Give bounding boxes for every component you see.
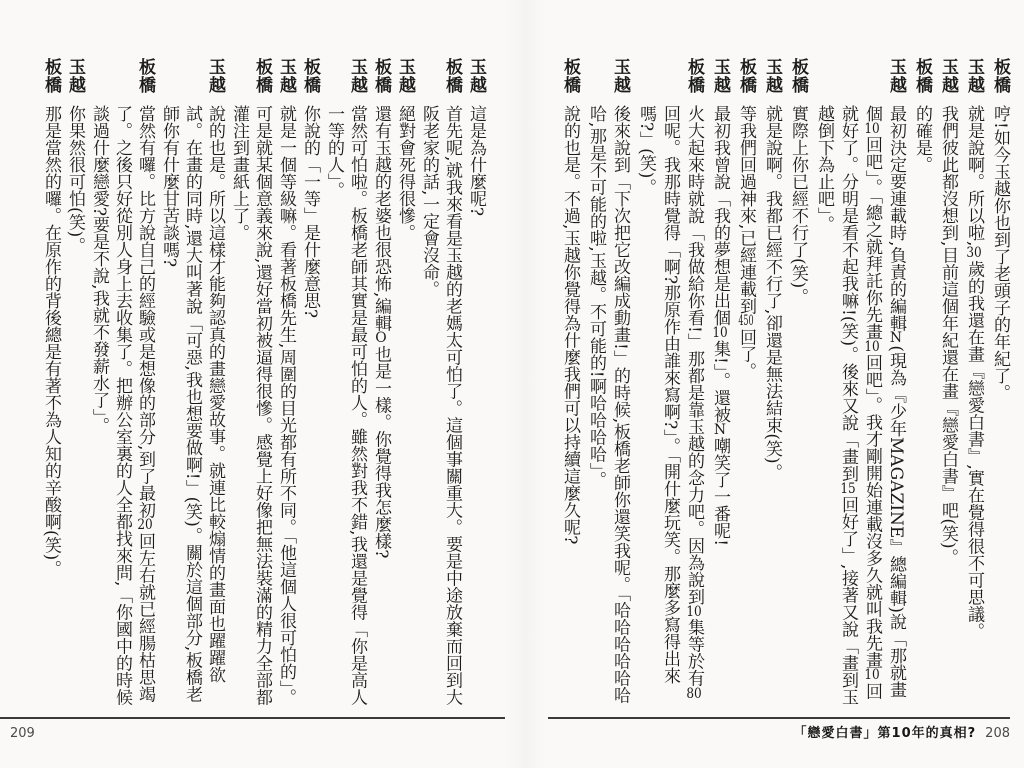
speaker-name: 玉越 [347, 58, 367, 94]
page-gutter [505, 0, 545, 768]
dialogue-entry [369, 58, 392, 713]
speech-text: 等我們回過神來,已經連載到450回了。 [736, 105, 756, 380]
dialogue-entry [87, 58, 156, 713]
speaker-name: 板橋 [300, 58, 320, 94]
dialogue-flow-left [38, 58, 487, 713]
dialogue-entry [734, 58, 758, 713]
dialogue-entry [584, 58, 632, 713]
dialogue-entry [962, 58, 986, 713]
speech-text: 你說的「一等」是什麼意思? [300, 105, 320, 319]
speaker-name: 板橋 [684, 58, 704, 94]
speaker-name: 板橋 [560, 58, 580, 94]
speech-text: 後來說到「下次把它改編成動畫!」的時候,板橋老師你還笑我呢。「哈哈哈哈哈哈哈,那是不可能的啦,玉越。不可能的!啊哈哈哈哈」。 [586, 105, 630, 704]
page-number-left: 209 [10, 726, 35, 741]
dialogue-entry [227, 58, 273, 713]
dialogue-entry [988, 58, 1012, 713]
dialogue-entry [274, 58, 297, 713]
dialogue-entry [812, 58, 908, 713]
speech-text: 我們彼此都沒想到,目前這個年紀還在畫『戀愛白書』吧(笑)。 [938, 105, 958, 566]
speech-text: 就是一個等級嘛。看著板橋先生,周圍的目光都有所不同。「他這個人很可怕的」。 [276, 105, 296, 706]
dialogue-entry [786, 58, 810, 713]
speaker-name: 玉越 [276, 58, 296, 94]
dialogue-entry [910, 58, 934, 713]
speaker-name: 板橋 [252, 58, 272, 94]
speech-text: 實際上你已經不行了(笑)。 [788, 105, 808, 306]
speech-text: 就是說啊。我都已經不行了,卻還是無法結束(笑)。 [762, 105, 782, 481]
dialogue-entry [39, 58, 62, 713]
speaker-name: 玉越 [886, 58, 906, 94]
dialogue-entry [464, 58, 487, 713]
dialogue-entry [760, 58, 784, 713]
dialogue-entry [936, 58, 960, 713]
speaker-name: 玉越 [710, 58, 730, 94]
speech-text: 當然有囉。比方說自己的經驗或是想像的部分,到了最初20回左右就已經腸枯思竭了。之後只好從別人身上去收集了。把辦公室裏的人全都找來問,「你國中的時候談過什麼戀愛?要是不說,我就不發薪水了」。 [89, 105, 155, 706]
dialogue-entry [63, 58, 86, 713]
speaker-name: 板橋 [788, 58, 808, 94]
speaker-name: 板橋 [736, 58, 756, 94]
speaker-name: 板橋 [912, 58, 932, 94]
speech-text: 絕對會死得很慘。 [395, 105, 415, 241]
speech-text: 那是當然的囉。在原作的背後總是有著不為人知的辛酸啊(笑)。 [41, 105, 61, 578]
dialogue-entry [298, 58, 321, 713]
speech-text: 就是說啊。所以啦,30歲的我還在畫『戀愛白書』,實在覺得很不可思議。 [964, 105, 984, 640]
speaker-name: 板橋 [990, 58, 1010, 94]
right-page-footer [548, 717, 1010, 742]
dialogue-entry [417, 58, 463, 713]
dialogue-entry [708, 58, 732, 713]
speaker-name: 板橋 [442, 58, 462, 94]
speech-text: 首先呢,就我來看是玉越的老媽太可怕了。這個事關重大。要是中途放棄而回到大阪老家的話,一定會沒命。 [419, 105, 462, 706]
speaker-name: 板橋 [371, 58, 391, 94]
dialogue-flow-right [556, 58, 1012, 713]
speech-text: 這是為什麼呢? [466, 105, 486, 217]
speech-text: 當然可怕啦。板橋老師其實是最可怕的人。雖然對我不錯,我還是覺得「你是高人一等的人」。 [324, 105, 367, 706]
dialogue-entry [634, 58, 706, 713]
dialogue-entry [157, 58, 226, 713]
running-title: 「戀愛白書」第10年的真相? [793, 726, 977, 741]
speech-text: 最初我曾說「我的夢想是出個10集!」。還被N嘲笑了一番呢! [710, 105, 730, 547]
speech-text: 可是就某個意義來說,還好當初被逼得很慘。感覺上好像把無法裝滿的精力全部都灌注到畫紙上了。 [229, 105, 272, 706]
speech-text: 哼!如今玉越你也到了老頭子的年紀了。 [990, 105, 1010, 401]
speaker-name: 玉越 [65, 58, 85, 94]
speaker-name: 玉越 [395, 58, 415, 94]
page-number-right: 208 [985, 726, 1010, 741]
dialogue-entry [558, 58, 582, 713]
speaker-name: 玉越 [938, 58, 958, 94]
dialogue-entry [393, 58, 416, 713]
speech-text: 最初決定要連載時,負責的編輯N(現為『少年MAGAZINE』總編輯)說「那就畫個10回吧」。「總之就拜託你先畫10回吧」。我才剛開始連載沒多久就叫我先畫10回就好了。分明是看不起我嘛!(笑)。後來又說「畫到15回好了」,接著又說「畫到玉越倒下為止吧」。 [814, 105, 906, 706]
speaker-name: 板橋 [41, 58, 61, 94]
speaker-name: 玉越 [964, 58, 984, 94]
speech-text: 說的也是。所以這樣才能夠認真的畫戀愛故事。就連比較煽情的畫面也躍躍欲試。在畫的同時,還大叫著說「可惡,我也想要做啊!」(笑)。關於這個部分,板橋老師你有什麼甘苦談嗎? [159, 105, 225, 703]
speech-text: 的確是。 [912, 105, 932, 173]
dialogue-entry [322, 58, 368, 713]
left-page-footer [0, 717, 505, 742]
speaker-name: 玉越 [466, 58, 486, 94]
speaker-name: 板橋 [135, 58, 155, 94]
speaker-name: 玉越 [205, 58, 225, 94]
speech-text: 說的也是。不過,玉越你覺得為什麼我們可以持續這麼久呢? [560, 105, 580, 545]
speaker-name: 玉越 [610, 58, 630, 94]
speaker-name: 玉越 [762, 58, 782, 94]
speech-text: 你果然很可怕(笑)。 [65, 105, 85, 255]
speech-text: 還有玉越的老婆也很恐怖,編輯O也是一樣。你覺得我怎麼樣? [371, 105, 391, 559]
speech-text: 火大起來時就說「我做給你看!」那都是靠玉越的念力吧。因為說到10集等於有80回呢。我那時覺得「啊?那原作由誰來寫啊?」。「開什麼玩笑。那麼多寫得出來嗎?」(笑)。 [636, 105, 704, 701]
